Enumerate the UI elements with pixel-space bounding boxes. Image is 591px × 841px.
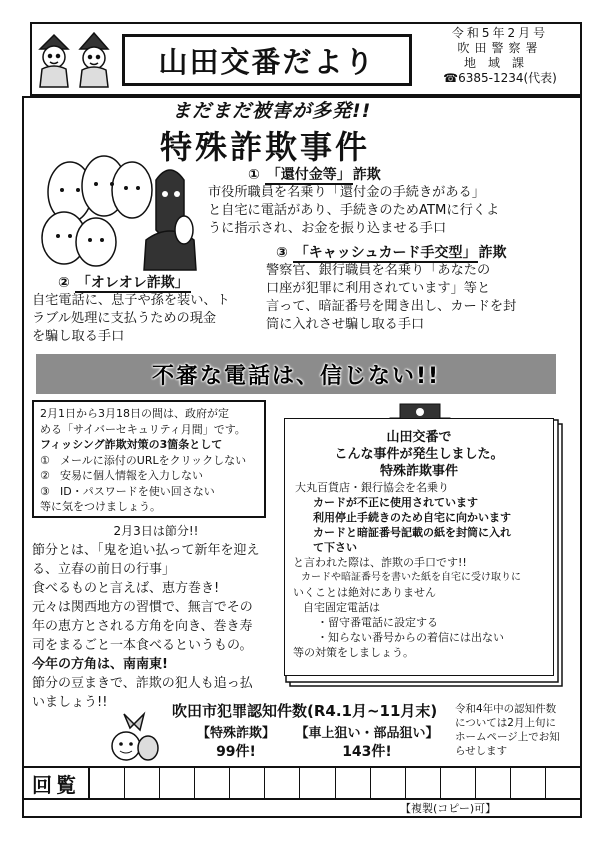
- stat-label: 【車上狙い・部品狙い】: [295, 726, 439, 741]
- scam2-line: 自宅電話に、息子や孫を装い、ト: [32, 293, 230, 308]
- scam3-line: 言って、暗証番号を聞き出し、カードを封: [266, 299, 517, 314]
- warning-banner: [36, 354, 556, 394]
- setsubun-line: いましょう!!: [32, 695, 108, 710]
- scam3-description: [266, 262, 576, 334]
- notice-line: て下さい: [313, 541, 357, 554]
- scam-masks-illustration: [34, 150, 202, 272]
- circulation-cell: [441, 768, 476, 798]
- police-station: 吹田警察署: [457, 41, 543, 55]
- stat-label: 【特殊詐欺】: [196, 726, 275, 741]
- setsubun-line: 年の恵方とされる方角を向き、巻き寿: [32, 619, 253, 634]
- circulation-row: [22, 766, 582, 800]
- department: 地域課: [463, 56, 536, 70]
- setsubun-section: [32, 522, 280, 712]
- scam3-number: ③: [276, 245, 288, 261]
- cyber-line: フィッシング詐欺対策の3箇条として: [40, 438, 223, 451]
- cyber-rule-text: ID・パスワードを使い回さない: [60, 484, 215, 498]
- setsubun-line: る、立春の前日の行事」: [32, 562, 176, 577]
- scam3-line: 筒に入れさせ騙し取る手口: [266, 317, 425, 332]
- notice-line: いくことは絶対にありません: [293, 586, 436, 599]
- scam2-title: [58, 272, 191, 292]
- circulation-cell: [476, 768, 511, 798]
- scam1-description: [208, 184, 578, 238]
- cyber-closing: 等に気をつけましょう。: [40, 500, 161, 513]
- scam3-title: [276, 242, 506, 262]
- newsletter-title: 山田交番だより: [122, 34, 412, 86]
- circulation-cell: [371, 768, 406, 798]
- copy-permission: 【複製(コピー)可】: [400, 802, 497, 815]
- cyber-rule-number: ③: [40, 484, 50, 498]
- circulation-label: 回覧: [24, 768, 90, 798]
- circulation-cell: [546, 768, 580, 798]
- circulation-cell: [125, 768, 160, 798]
- setsubun-line: 節分の豆まきで、詐欺の犯人も追っ払: [32, 676, 253, 691]
- circulation-cell: [336, 768, 371, 798]
- stats-note-line: らせします: [455, 745, 508, 757]
- circulation-cell: [195, 768, 230, 798]
- scam2-line: ラブル処理に支払うための現金: [32, 311, 217, 326]
- warning-banner-text: 不審な電話は、信じない!!: [151, 363, 441, 389]
- notice-line: カードと暗証番号記載の紙を封筒に入れ: [313, 526, 511, 539]
- notice-line: 自宅固定電話は: [303, 601, 380, 614]
- stat-vehicle-theft: [292, 722, 442, 761]
- stat-value: 143件!: [342, 744, 392, 760]
- notice-line: ・知らない番号からの着信には出ない: [317, 631, 504, 644]
- setsubun-line: 節分とは、「鬼を追い払って新年を迎え: [32, 543, 260, 558]
- scam3-suffix: 詐欺: [478, 245, 507, 261]
- circulation-cell: [511, 768, 546, 798]
- setsubun-line: 今年の方角は、南南東!: [32, 657, 168, 672]
- scam1-number: ①: [248, 167, 260, 183]
- notice-line: カードや暗証番号を書いた紙を自宅に受け取りに: [301, 572, 521, 583]
- scam1-name: 「還付金等」: [266, 167, 351, 183]
- scam2-name: 「オレオレ詐欺」: [76, 275, 189, 291]
- cyber-line: める「サイバーセキュリティ月間」です。: [40, 422, 246, 436]
- oni-bean-illustration: [104, 710, 162, 764]
- scam2-number: ②: [58, 275, 70, 291]
- notice-line: ・留守番電話に設定する: [317, 616, 438, 629]
- notice-line: 利用停止手続きのため自宅に向かいます: [313, 511, 511, 524]
- scam1-title: [248, 164, 381, 184]
- headline-kicker: まだまだ被害が多発!!: [172, 100, 372, 122]
- scam1-line: と自宅に電話があり、手続きのためATMに行くよ: [208, 203, 500, 218]
- crime-stats-title: 吹田市犯罪認知件数(R4.1月~11月末): [172, 702, 438, 720]
- scam2-description: [32, 292, 264, 346]
- cyber-rule: [40, 453, 258, 469]
- notice-line: 等の対策をしましょう。: [293, 646, 414, 659]
- circulation-cell: [90, 768, 125, 798]
- circulation-cell: [300, 768, 335, 798]
- headline-title: 特殊詐欺事件: [160, 128, 371, 166]
- stat-value: 99件!: [216, 744, 256, 760]
- notice-heading: 特殊詐欺事件: [379, 464, 458, 479]
- stats-note-line: については2月上旬に: [455, 717, 556, 729]
- notice-heading: 山田交番で: [386, 430, 452, 445]
- issuer-info: [420, 26, 580, 86]
- cyber-line: 2月1日から3月18日の間は、政府が定: [40, 407, 229, 420]
- notice-line: カードが不正に使用されています: [313, 496, 478, 509]
- phone-number: ☎6385-1234(代表): [443, 71, 557, 85]
- notice-line: と言われた際は、詐欺の手口です!!: [293, 556, 467, 569]
- circulation-cell: [230, 768, 265, 798]
- cyber-rule: [40, 484, 258, 500]
- scam1-line: うに指示され、お金を振り込ませる手口: [208, 221, 447, 236]
- notice-line: 大丸百貨店・銀行協会を名乗り: [295, 481, 449, 494]
- cyber-rule-number: ②: [40, 469, 50, 482]
- stats-note-line: ホームページ上でお知: [455, 731, 560, 743]
- circulation-cell: [406, 768, 441, 798]
- notice-heading: こんな事件が発生しました。: [334, 447, 504, 462]
- cyber-rule-number: ①: [40, 453, 50, 467]
- scam3-line: 口座が犯罪に利用されています」等と: [266, 281, 491, 296]
- stat-special-fraud: [188, 722, 284, 761]
- cyber-rule-text: メールに添付のURLをクリックしない: [60, 453, 247, 467]
- cyber-security-box: [32, 400, 266, 518]
- cyber-rule: [40, 468, 258, 484]
- stats-note: [455, 702, 580, 758]
- circulation-cell: [265, 768, 300, 798]
- scam3-name: 「キャッシュカード手交型」: [294, 245, 477, 261]
- setsubun-line: 元々は関西地方の習慣で、無言でその: [32, 600, 253, 615]
- police-mascots-illustration: [34, 27, 116, 89]
- stats-note-line: 令和4年中の認知件数: [455, 703, 557, 715]
- scam1-line: 市役所職員を名乗り「還付金の手続きがある」: [208, 185, 485, 200]
- scam1-suffix: 詐欺: [352, 167, 381, 183]
- setsubun-title: 2月3日は節分!!: [113, 524, 199, 538]
- scam2-line: を騙し取る手口: [32, 329, 125, 344]
- incident-notice: [284, 418, 554, 676]
- scam3-line: 警察官、銀行職員を名乗り「あなたの: [266, 263, 491, 278]
- issue-date: 令和5年2月号: [451, 26, 549, 40]
- circulation-cell: [160, 768, 195, 798]
- setsubun-line: 食べるものと言えば、恵方巻き!: [32, 581, 220, 596]
- setsubun-line: 司をまるごと一本食べるというもの。: [32, 638, 253, 653]
- cyber-rule-text: 安易に個人情報を入力しない: [60, 469, 203, 482]
